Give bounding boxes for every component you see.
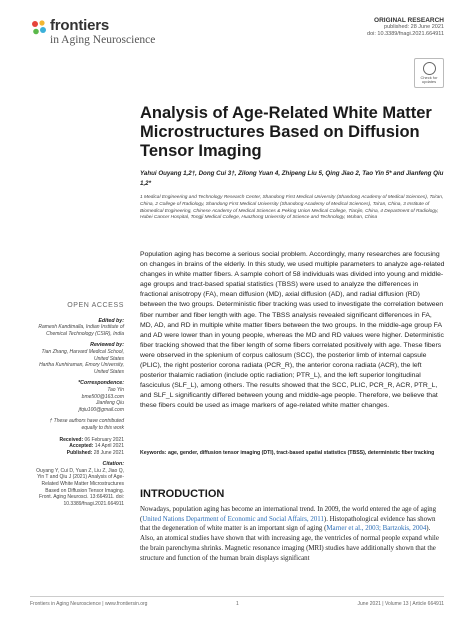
page-number: 1 <box>236 601 239 607</box>
frontiers-logo-icon <box>30 19 48 37</box>
received-date: Received: 06 February 2021 <box>59 436 124 443</box>
journal-name: frontiers <box>50 17 110 34</box>
keywords-text: age, gender, diffusion tensor imaging (DTI), tract-based spatial statistics (TBSS), deterministic fiber tracking <box>167 450 435 456</box>
reviewed-by-label: Reviewed by: <box>90 342 124 349</box>
corresponding-author: Jianfeng Qiu <box>95 400 124 407</box>
received-label: Received: <box>59 436 84 443</box>
journal-subtitle: in Aging Neuroscience <box>50 34 156 46</box>
intro-text-3: ). Also, an atomical studies have shown that with increasing age, the ventricles of normal people expand while the brain parenchyma shrinks. Magnetic resonance imaging (MRI) studies have additionally shown that the structure and function of the human brain displays significant <box>140 525 439 562</box>
footer-divider <box>30 596 444 597</box>
intro-text-1: Nowadays, population aging has become an international trend. In 2009, the world entered the age of aging ( <box>140 506 437 523</box>
journal-logo[interactable] <box>30 17 160 49</box>
section-heading: INTRODUCTION <box>140 488 225 500</box>
intro-paragraph <box>140 505 446 563</box>
article-type: ORIGINAL RESEARCH <box>374 17 444 24</box>
open-access-label: OPEN ACCESS <box>67 302 124 309</box>
check-updates-label: Check for updates <box>420 75 438 84</box>
intro-text-2: ). Histopathological evidence has shown that the degeneration of white matter is an important sign of aging ( <box>140 515 436 533</box>
abstract: Population aging has become a serious social problem. Accordingly, many researches are focusing on changes in brains of the elderly. In this study, we used multiple parameters to analyze age-related changes in white matter fibers. A sample cohort of 58 individuals was divided into young and middle-age groups and tract-based spatial statistics (TBSS) were used to analyze the differences in fractional anisotropy (FA), mean diffusion (MD), axial diffusion (AD), and radial diffusion (RD) between the two groups. Deterministic fiber tracking was used to investigate the correlation between fiber number and fiber length with age. The TBSS analysis revealed significant differences in FA, MD, AD, and RD in multiple white matter fibers between the two groups. In the middle-age group FA and AD were lower than in young people, whereas the MD and RD values were higher. Deterministic fiber tracking showed that the fiber length of some fibers correlated positively with age. These fibers were observed in the splenium of corpus callosum (SCC), the posterior limb of internal capsule (PLIC), the right posterior corona radiata (PCR_R), the anterior corona radiata (ACR), the left posterior thalamic radiation (include optic radiation; PTR_L), and the left superior longitudinal fasciculus (SLF_L), among others. The results showed that the SCC, PLIC, PCR_R, ACR, PTR_L, and SLF_L significantly differed between young and middle-age people. Therefore, we believe that these fibers could be used as image markers of age-related white matter changes. <box>140 251 445 410</box>
reviewer: Hartha Kunhiraman, Emory University, United States <box>39 362 124 375</box>
accepted-label: Accepted: <box>69 443 94 450</box>
check-updates-icon <box>423 62 436 75</box>
citation-label: Citation: <box>102 461 124 468</box>
editor: Ramesh Kandimalla, Indian Institute of Chemical Technology (CSIR), India <box>38 324 124 337</box>
footer-volume: June 2021 | Volume 13 | Article 664911 <box>357 601 444 607</box>
article-meta <box>367 17 444 38</box>
corresponding-email[interactable]: bme500@163.com <box>81 393 124 400</box>
author-list: Yahui Ouyang 1,2†, Dong Cui 3†, Zilong Yuan 4, Zhipeng Liu 5, Qing Jiao 2, Tao Yin 5* and Jianfeng Qiu 1,2* <box>140 170 444 187</box>
corresponding-email[interactable]: jfqiu100@gmail.com <box>78 406 124 413</box>
published-label: Published: <box>66 449 93 456</box>
citation-link[interactable]: Marner et al., 2003; Bartzokis, 2004 <box>326 525 427 533</box>
keywords <box>140 450 446 458</box>
equal-contribution-note: † These authors have contributed equally to this work <box>49 418 124 431</box>
reviewer: Tian Zhang, Harvard Medical School, United States <box>41 348 124 362</box>
citation-link[interactable]: United Nations Department of Economic and Social Affairs, 2011 <box>142 515 324 523</box>
affiliations: 1 Medical Engineering and Technology Research Center, Shandong First Medical University (Shandong Academy of Medical Sciences), Tai'an, China, 2 College of Radiology, Shandong First Medical University (Shandong Academy of Medical Sciences), Tai'an, China, 3 Institute of Biomedical Engineering, Chinese Academy of Medical Sciences & Peking Union Medical College, Tianjin, China, 4 Department of Radiology, Hubei Cancer Hospital, Tongji Medical College, Huazhong University of Science and Technology, Wuhan, China <box>140 195 444 221</box>
keywords-label: Keywords: <box>140 450 167 456</box>
published-date-sidebar: Published: 28 June 2021 <box>66 449 124 456</box>
published-date: published: 28 June 2021 <box>384 24 444 30</box>
article-title: Analysis of Age-Related White Matter Microstructures Based on Diffusion Tensor Imaging <box>140 104 432 160</box>
accepted-date: Accepted: 14 April 2021 <box>69 443 124 450</box>
footer-journal[interactable]: Frontiers in Aging Neuroscience | www.frontiersin.org <box>30 601 148 607</box>
citation-text: Ouyang Y, Cui D, Yuan Z, Liu Z, Jiao Q, Yin T and Qiu J (2021) Analysis of Age-Related White Matter Microstructures Based on Diffusion Tensor Imaging. Front. Aging Neurosci. 13:664911. doi: 10.3389/fnagi.2021.664911 <box>36 467 124 507</box>
correspondence-label: *Correspondence: <box>78 380 124 387</box>
article-sidebar <box>34 303 124 507</box>
check-updates-badge[interactable] <box>414 58 444 88</box>
edited-by-label: Edited by: <box>98 317 124 324</box>
doi[interactable]: doi: 10.3389/fnagi.2021.664911 <box>367 31 444 37</box>
corresponding-author: Tao Yin <box>107 386 124 393</box>
